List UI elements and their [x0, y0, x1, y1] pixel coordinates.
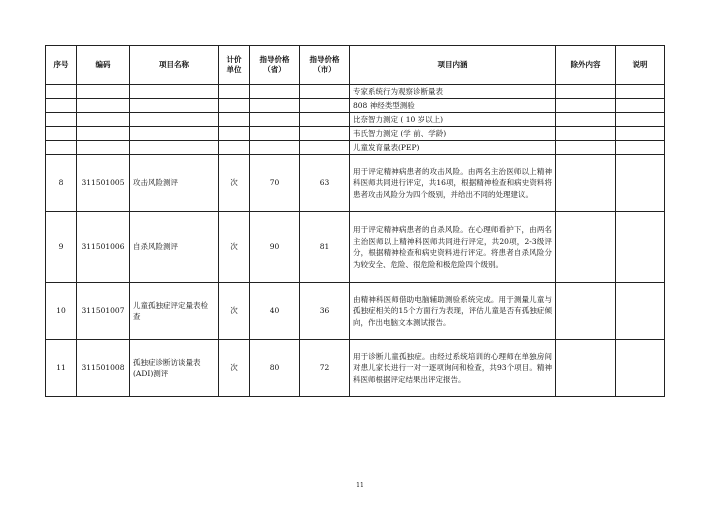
- row-excluded: [556, 155, 616, 212]
- header-excluded: 除外内容: [556, 46, 616, 85]
- table-row: [46, 155, 665, 212]
- row-price-city: 81: [300, 212, 350, 283]
- row-unit: 次: [219, 283, 250, 340]
- sub-item: 808 神经类型测验: [350, 99, 556, 113]
- row-content: 用于评定精神病患者的自杀风险。在心理师看护下，由两名主治医师以上精神科医师共同进行评定，共20项，2-3级评分，根据精神检查和病史资料进行评定。将患者自杀风险分为较安全、危险、很危险和极危险四个级别。: [350, 212, 556, 283]
- row-price-province: 70: [250, 155, 300, 212]
- sub-row: [46, 85, 665, 99]
- header-unit: 计价 单位: [219, 46, 250, 85]
- header-note: 说明: [616, 46, 665, 85]
- row-note: [616, 283, 665, 340]
- row-content: 用于评定精神病患者的攻击风险。由两名主治医师以上精神科医师共同进行评定，共16项，根据精神检查和病史资料将患者攻击风险分为四个级别，并给出不同的处理建议。: [350, 155, 556, 212]
- sub-item: 儿童发育量表(PEP): [350, 141, 556, 155]
- row-no: 8: [46, 155, 77, 212]
- row-price-city: 63: [300, 155, 350, 212]
- row-excluded: [556, 283, 616, 340]
- sub-row: [46, 113, 665, 127]
- row-name: 儿童孤独症评定量表检查: [130, 283, 219, 340]
- page-number: 11: [356, 482, 364, 489]
- row-name: 孤独症诊断访谈量表(ADI)测评: [130, 340, 219, 397]
- row-price-province: 80: [250, 340, 300, 397]
- header-name: 项目名称: [130, 46, 219, 85]
- row-code: 311501005: [77, 155, 130, 212]
- header-content: 项目内涵: [350, 46, 556, 85]
- row-note: [616, 340, 665, 397]
- row-code: 311501008: [77, 340, 130, 397]
- row-price-city: 36: [300, 283, 350, 340]
- row-unit: 次: [219, 340, 250, 397]
- row-code: 311501007: [77, 283, 130, 340]
- row-content: 用于诊断儿童孤独症。由经过系统培训的心理师在单独房间对患儿家长进行一对一逐项询问和检查，共93个项目。精神科医师根据评定结果出评定报告。: [350, 340, 556, 397]
- header-no: 序号: [46, 46, 77, 85]
- row-name: 自杀风险测评: [130, 212, 219, 283]
- row-name: 攻击风险测评: [130, 155, 219, 212]
- row-price-province: 40: [250, 283, 300, 340]
- sub-item: 比奈智力测定 ( 10 岁以上): [350, 113, 556, 127]
- row-unit: 次: [219, 212, 250, 283]
- sub-item: 专家系统行为观察诊断量表: [350, 85, 556, 99]
- row-no: 9: [46, 212, 77, 283]
- row-excluded: [556, 212, 616, 283]
- row-note: [616, 155, 665, 212]
- row-excluded: [556, 340, 616, 397]
- sub-row: [46, 127, 665, 141]
- header-price-city: 指导价格 （市）: [300, 46, 350, 85]
- header-row: [46, 46, 665, 85]
- header-code: 编码: [77, 46, 130, 85]
- sub-row: [46, 99, 665, 113]
- row-price-province: 90: [250, 212, 300, 283]
- row-content: 由精神科医师借助电脑辅助测验系统完成。用于测量儿童与孤独症相关的15个方面行为表现，评估儿童是否有孤独症倾向，作出电脑文本测试报告。: [350, 283, 556, 340]
- header-price-province: 指导价格 （省）: [250, 46, 300, 85]
- row-code: 311501006: [77, 212, 130, 283]
- row-note: [616, 212, 665, 283]
- table-row: [46, 340, 665, 397]
- table-row: [46, 283, 665, 340]
- row-no: 11: [46, 340, 77, 397]
- sub-row: [46, 141, 665, 155]
- row-unit: 次: [219, 155, 250, 212]
- row-no: 10: [46, 283, 77, 340]
- sub-item: 韦氏智力测定 (学 前、学龄): [350, 127, 556, 141]
- table-row: [46, 212, 665, 283]
- row-price-city: 72: [300, 340, 350, 397]
- pricing-table: [45, 45, 665, 397]
